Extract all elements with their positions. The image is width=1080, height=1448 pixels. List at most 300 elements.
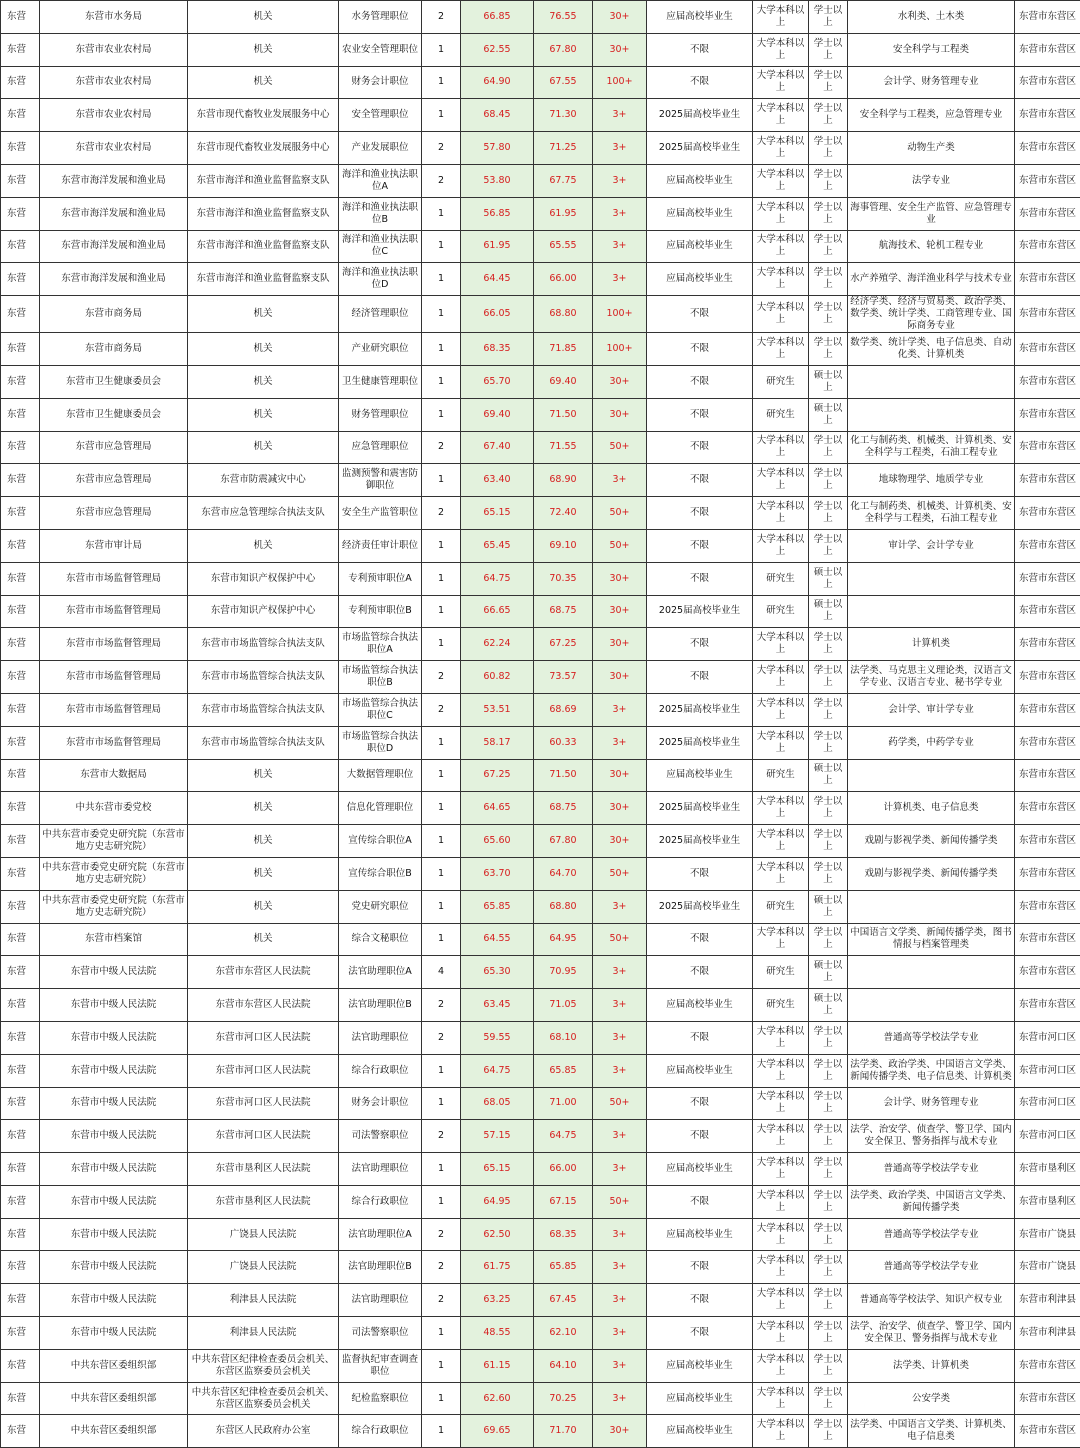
headcount-cell: 2 bbox=[422, 693, 461, 726]
min-score-cell: 68.45 bbox=[461, 99, 534, 132]
min-score-cell: 64.45 bbox=[461, 263, 534, 296]
location-cell: 东营市东营区 bbox=[1015, 164, 1080, 197]
min-score-cell: 66.05 bbox=[461, 296, 534, 333]
min-score-cell: 64.55 bbox=[461, 923, 534, 956]
position-cell: 监督执纪审查调查职位 bbox=[339, 1349, 422, 1382]
max-score-cell: 70.25 bbox=[534, 1382, 593, 1415]
position-cell: 信息化管理职位 bbox=[339, 792, 422, 825]
city-cell: 东营 bbox=[1, 1415, 40, 1448]
degree-cell: 学士以上 bbox=[809, 431, 848, 464]
city-cell: 东营 bbox=[1, 1120, 40, 1153]
headcount-cell: 2 bbox=[422, 661, 461, 694]
degree-cell: 硕士以上 bbox=[809, 595, 848, 628]
major-cell: 计算机类、电子信息类 bbox=[848, 792, 1015, 825]
headcount-cell: 1 bbox=[422, 726, 461, 759]
education-cell: 大学本科以上 bbox=[753, 1382, 809, 1415]
max-score-cell: 71.00 bbox=[534, 1087, 593, 1120]
location-cell: 东营市东营区 bbox=[1015, 825, 1080, 858]
candidate-type-cell: 应届高校毕业生 bbox=[647, 197, 753, 230]
candidate-type-cell: 不限 bbox=[647, 398, 753, 431]
applicants-cell: 3+ bbox=[593, 1382, 647, 1415]
applicants-cell: 50+ bbox=[593, 1185, 647, 1218]
applicants-cell: 50+ bbox=[593, 529, 647, 562]
major-cell bbox=[848, 398, 1015, 431]
max-score-cell: 69.40 bbox=[534, 365, 593, 398]
department-cell: 东营市市场监督管理局 bbox=[40, 726, 188, 759]
min-score-cell: 63.45 bbox=[461, 989, 534, 1022]
department-cell: 东营市档案馆 bbox=[40, 923, 188, 956]
city-cell: 东营 bbox=[1, 1054, 40, 1087]
applicants-cell: 3+ bbox=[593, 693, 647, 726]
education-cell: 大学本科以上 bbox=[753, 693, 809, 726]
degree-cell: 学士以上 bbox=[809, 1218, 848, 1251]
education-cell: 大学本科以上 bbox=[753, 431, 809, 464]
unit-cell: 利津县人民法院 bbox=[188, 1317, 339, 1350]
department-cell: 东营市中级人民法院 bbox=[40, 1284, 188, 1317]
candidate-type-cell: 2025届高校毕业生 bbox=[647, 132, 753, 165]
unit-cell: 东营市海洋和渔业监督监察支队 bbox=[188, 230, 339, 263]
max-score-cell: 71.50 bbox=[534, 398, 593, 431]
table-row bbox=[1, 825, 1080, 858]
unit-cell: 机关 bbox=[188, 431, 339, 464]
city-cell: 东营 bbox=[1, 628, 40, 661]
table-row bbox=[1, 497, 1080, 530]
table-row bbox=[1, 595, 1080, 628]
education-cell: 研究生 bbox=[753, 398, 809, 431]
degree-cell: 学士以上 bbox=[809, 33, 848, 66]
city-cell: 东营 bbox=[1, 759, 40, 792]
applicants-cell: 30+ bbox=[593, 1415, 647, 1448]
table-row bbox=[1, 66, 1080, 99]
degree-cell: 硕士以上 bbox=[809, 365, 848, 398]
city-cell: 东营 bbox=[1, 1021, 40, 1054]
max-score-cell: 69.10 bbox=[534, 529, 593, 562]
department-cell: 东营市市场监督管理局 bbox=[40, 661, 188, 694]
applicants-cell: 3+ bbox=[593, 1349, 647, 1382]
education-cell: 大学本科以上 bbox=[753, 628, 809, 661]
applicants-cell: 100+ bbox=[593, 296, 647, 333]
candidate-type-cell: 应届高校毕业生 bbox=[647, 1349, 753, 1382]
education-cell: 大学本科以上 bbox=[753, 1251, 809, 1284]
department-cell: 东营市商务局 bbox=[40, 296, 188, 333]
unit-cell: 机关 bbox=[188, 890, 339, 923]
education-cell: 大学本科以上 bbox=[753, 1349, 809, 1382]
department-cell: 东营市应急管理局 bbox=[40, 497, 188, 530]
education-cell: 研究生 bbox=[753, 365, 809, 398]
major-cell: 法学、治安学、侦查学、警卫学、国内安全保卫、警务指挥与战术专业 bbox=[848, 1120, 1015, 1153]
candidate-type-cell: 应届高校毕业生 bbox=[647, 1153, 753, 1186]
applicants-cell: 30+ bbox=[593, 661, 647, 694]
degree-cell: 学士以上 bbox=[809, 825, 848, 858]
table-row bbox=[1, 1317, 1080, 1350]
unit-cell: 东营市知识产权保护中心 bbox=[188, 562, 339, 595]
max-score-cell: 71.70 bbox=[534, 1415, 593, 1448]
location-cell: 东营市东营区 bbox=[1015, 1382, 1080, 1415]
candidate-type-cell: 2025届高校毕业生 bbox=[647, 99, 753, 132]
candidate-type-cell: 不限 bbox=[647, 628, 753, 661]
unit-cell: 东营市河口区人民法院 bbox=[188, 1120, 339, 1153]
department-cell: 东营市中级人民法院 bbox=[40, 1120, 188, 1153]
location-cell: 东营市广饶县 bbox=[1015, 1218, 1080, 1251]
major-cell: 数学类、统计学类、电子信息类、自动化类、计算机类 bbox=[848, 333, 1015, 366]
max-score-cell: 67.80 bbox=[534, 33, 593, 66]
min-score-cell: 56.85 bbox=[461, 197, 534, 230]
degree-cell: 学士以上 bbox=[809, 1021, 848, 1054]
applicants-cell: 3+ bbox=[593, 164, 647, 197]
headcount-cell: 1 bbox=[422, 66, 461, 99]
min-score-cell: 57.15 bbox=[461, 1120, 534, 1153]
min-score-cell: 67.25 bbox=[461, 759, 534, 792]
city-cell: 东营 bbox=[1, 595, 40, 628]
major-cell: 法学类、马克思主义理论类，汉语言文学专业、汉语言专业、秘书学专业 bbox=[848, 661, 1015, 694]
headcount-cell: 1 bbox=[422, 792, 461, 825]
location-cell: 东营市广饶县 bbox=[1015, 1251, 1080, 1284]
candidate-type-cell: 不限 bbox=[647, 333, 753, 366]
department-cell: 东营市农业农村局 bbox=[40, 66, 188, 99]
education-cell: 研究生 bbox=[753, 890, 809, 923]
position-cell: 卫生健康管理职位 bbox=[339, 365, 422, 398]
max-score-cell: 68.69 bbox=[534, 693, 593, 726]
city-cell: 东营 bbox=[1, 890, 40, 923]
department-cell: 东营市市场监督管理局 bbox=[40, 628, 188, 661]
city-cell: 东营 bbox=[1, 1218, 40, 1251]
location-cell: 东营市东营区 bbox=[1015, 1415, 1080, 1448]
location-cell: 东营市东营区 bbox=[1015, 890, 1080, 923]
applicants-cell: 30+ bbox=[593, 365, 647, 398]
department-cell: 东营市海洋发展和渔业局 bbox=[40, 230, 188, 263]
position-cell: 安全管理职位 bbox=[339, 99, 422, 132]
major-cell: 地球物理学、地质学专业 bbox=[848, 464, 1015, 497]
min-score-cell: 63.40 bbox=[461, 464, 534, 497]
min-score-cell: 64.75 bbox=[461, 1054, 534, 1087]
candidate-type-cell: 不限 bbox=[647, 1317, 753, 1350]
department-cell: 中共东营市委党校 bbox=[40, 792, 188, 825]
position-cell: 农业安全管理职位 bbox=[339, 33, 422, 66]
degree-cell: 学士以上 bbox=[809, 1349, 848, 1382]
degree-cell: 学士以上 bbox=[809, 197, 848, 230]
education-cell: 大学本科以上 bbox=[753, 1317, 809, 1350]
position-cell: 财务会计职位 bbox=[339, 66, 422, 99]
max-score-cell: 65.55 bbox=[534, 230, 593, 263]
position-cell: 司法警察职位 bbox=[339, 1120, 422, 1153]
location-cell: 东营市东营区 bbox=[1015, 33, 1080, 66]
candidate-type-cell: 2025届高校毕业生 bbox=[647, 726, 753, 759]
location-cell: 东营市东营区 bbox=[1015, 726, 1080, 759]
position-cell: 大数据管理职位 bbox=[339, 759, 422, 792]
table-row bbox=[1, 1, 1080, 34]
department-cell: 东营市中级人民法院 bbox=[40, 989, 188, 1022]
table-row bbox=[1, 197, 1080, 230]
max-score-cell: 67.75 bbox=[534, 164, 593, 197]
major-cell: 法学、治安学、侦查学、警卫学、国内安全保卫、警务指挥与战术专业 bbox=[848, 1317, 1015, 1350]
headcount-cell: 1 bbox=[422, 1415, 461, 1448]
min-score-cell: 60.82 bbox=[461, 661, 534, 694]
degree-cell: 学士以上 bbox=[809, 132, 848, 165]
unit-cell: 中共东营区纪律检查委员会机关、东营区监察委员会机关 bbox=[188, 1382, 339, 1415]
city-cell: 东营 bbox=[1, 197, 40, 230]
min-score-cell: 61.95 bbox=[461, 230, 534, 263]
city-cell: 东营 bbox=[1, 1284, 40, 1317]
applicants-cell: 3+ bbox=[593, 230, 647, 263]
major-cell: 水产养殖学、海洋渔业科学与技术专业 bbox=[848, 263, 1015, 296]
department-cell: 东营市海洋发展和渔业局 bbox=[40, 164, 188, 197]
position-cell: 法官助理职位 bbox=[339, 1153, 422, 1186]
table-row bbox=[1, 989, 1080, 1022]
max-score-cell: 65.85 bbox=[534, 1251, 593, 1284]
education-cell: 研究生 bbox=[753, 989, 809, 1022]
min-score-cell: 64.65 bbox=[461, 792, 534, 825]
major-cell: 航海技术、轮机工程专业 bbox=[848, 230, 1015, 263]
department-cell: 东营市市场监督管理局 bbox=[40, 693, 188, 726]
applicants-cell: 30+ bbox=[593, 562, 647, 595]
location-cell: 东营市东营区 bbox=[1015, 595, 1080, 628]
department-cell: 东营市卫生健康委员会 bbox=[40, 365, 188, 398]
table-body bbox=[1, 1, 1080, 1448]
education-cell: 大学本科以上 bbox=[753, 296, 809, 333]
table-row bbox=[1, 1415, 1080, 1448]
applicants-cell: 30+ bbox=[593, 398, 647, 431]
max-score-cell: 70.95 bbox=[534, 956, 593, 989]
city-cell: 东营 bbox=[1, 1, 40, 34]
degree-cell: 学士以上 bbox=[809, 66, 848, 99]
position-cell: 法官助理职位 bbox=[339, 1284, 422, 1317]
unit-cell: 机关 bbox=[188, 825, 339, 858]
applicants-cell: 100+ bbox=[593, 333, 647, 366]
education-cell: 大学本科以上 bbox=[753, 164, 809, 197]
department-cell: 东营市应急管理局 bbox=[40, 431, 188, 464]
min-score-cell: 62.50 bbox=[461, 1218, 534, 1251]
position-cell: 党史研究职位 bbox=[339, 890, 422, 923]
headcount-cell: 1 bbox=[422, 365, 461, 398]
unit-cell: 东营市现代畜牧业发展服务中心 bbox=[188, 132, 339, 165]
position-cell: 法官助理职位B bbox=[339, 1251, 422, 1284]
candidate-type-cell: 不限 bbox=[647, 1021, 753, 1054]
unit-cell: 机关 bbox=[188, 398, 339, 431]
min-score-cell: 69.40 bbox=[461, 398, 534, 431]
position-cell: 纪检监察职位 bbox=[339, 1382, 422, 1415]
city-cell: 东营 bbox=[1, 825, 40, 858]
applicants-cell: 3+ bbox=[593, 464, 647, 497]
headcount-cell: 2 bbox=[422, 1, 461, 34]
city-cell: 东营 bbox=[1, 164, 40, 197]
city-cell: 东营 bbox=[1, 1349, 40, 1382]
degree-cell: 学士以上 bbox=[809, 1251, 848, 1284]
table-row bbox=[1, 1054, 1080, 1087]
city-cell: 东营 bbox=[1, 1185, 40, 1218]
major-cell: 法学类、中国语言文学类、计算机类、电子信息类 bbox=[848, 1415, 1015, 1448]
city-cell: 东营 bbox=[1, 726, 40, 759]
headcount-cell: 1 bbox=[422, 197, 461, 230]
location-cell: 东营市东营区 bbox=[1015, 431, 1080, 464]
department-cell: 东营市中级人民法院 bbox=[40, 1251, 188, 1284]
max-score-cell: 60.33 bbox=[534, 726, 593, 759]
position-cell: 经济管理职位 bbox=[339, 296, 422, 333]
position-cell: 司法警察职位 bbox=[339, 1317, 422, 1350]
education-cell: 大学本科以上 bbox=[753, 923, 809, 956]
position-cell: 宣传综合职位A bbox=[339, 825, 422, 858]
department-cell: 东营市中级人民法院 bbox=[40, 1153, 188, 1186]
location-cell: 东营市东营区 bbox=[1015, 1, 1080, 34]
applicants-cell: 3+ bbox=[593, 1120, 647, 1153]
max-score-cell: 70.35 bbox=[534, 562, 593, 595]
degree-cell: 学士以上 bbox=[809, 857, 848, 890]
max-score-cell: 71.50 bbox=[534, 759, 593, 792]
major-cell: 会计学、财务管理专业 bbox=[848, 66, 1015, 99]
location-cell: 东营市东营区 bbox=[1015, 230, 1080, 263]
major-cell: 海事管理、安全生产监管、应急管理专业 bbox=[848, 197, 1015, 230]
table-row bbox=[1, 1218, 1080, 1251]
location-cell: 东营市河口区 bbox=[1015, 1021, 1080, 1054]
major-cell bbox=[848, 759, 1015, 792]
major-cell: 法学专业 bbox=[848, 164, 1015, 197]
table-row bbox=[1, 296, 1080, 333]
major-cell: 化工与制药类、机械类、计算机类、安全科学与工程类，石油工程专业 bbox=[848, 497, 1015, 530]
min-score-cell: 58.17 bbox=[461, 726, 534, 759]
degree-cell: 学士以上 bbox=[809, 1087, 848, 1120]
applicants-cell: 50+ bbox=[593, 497, 647, 530]
degree-cell: 学士以上 bbox=[809, 164, 848, 197]
major-cell: 普通高等学校法学专业 bbox=[848, 1153, 1015, 1186]
degree-cell: 学士以上 bbox=[809, 1382, 848, 1415]
unit-cell: 东营市垦利区人民法院 bbox=[188, 1153, 339, 1186]
unit-cell: 机关 bbox=[188, 365, 339, 398]
location-cell: 东营市东营区 bbox=[1015, 497, 1080, 530]
table-row bbox=[1, 1087, 1080, 1120]
education-cell: 研究生 bbox=[753, 595, 809, 628]
unit-cell: 东营市市场监管综合执法支队 bbox=[188, 693, 339, 726]
education-cell: 大学本科以上 bbox=[753, 1087, 809, 1120]
unit-cell: 东营市防震减灾中心 bbox=[188, 464, 339, 497]
major-cell: 会计学、审计学专业 bbox=[848, 693, 1015, 726]
table-row bbox=[1, 1349, 1080, 1382]
headcount-cell: 1 bbox=[422, 595, 461, 628]
degree-cell: 学士以上 bbox=[809, 263, 848, 296]
position-cell: 综合行政职位 bbox=[339, 1054, 422, 1087]
max-score-cell: 71.85 bbox=[534, 333, 593, 366]
table-row bbox=[1, 628, 1080, 661]
degree-cell: 学士以上 bbox=[809, 1120, 848, 1153]
unit-cell: 东营市市场监管综合执法支队 bbox=[188, 726, 339, 759]
applicants-cell: 3+ bbox=[593, 1218, 647, 1251]
applicants-cell: 3+ bbox=[593, 1021, 647, 1054]
min-score-cell: 48.55 bbox=[461, 1317, 534, 1350]
education-cell: 大学本科以上 bbox=[753, 263, 809, 296]
department-cell: 中共东营市委党史研究院（东营市地方史志研究院） bbox=[40, 890, 188, 923]
position-cell: 财务会计职位 bbox=[339, 1087, 422, 1120]
candidate-type-cell: 应届高校毕业生 bbox=[647, 1, 753, 34]
city-cell: 东营 bbox=[1, 132, 40, 165]
location-cell: 东营市利津县 bbox=[1015, 1317, 1080, 1350]
location-cell: 东营市东营区 bbox=[1015, 693, 1080, 726]
degree-cell: 学士以上 bbox=[809, 726, 848, 759]
location-cell: 东营市东营区 bbox=[1015, 464, 1080, 497]
education-cell: 大学本科以上 bbox=[753, 661, 809, 694]
position-cell: 综合行政职位 bbox=[339, 1415, 422, 1448]
headcount-cell: 1 bbox=[422, 99, 461, 132]
major-cell: 公安学类 bbox=[848, 1382, 1015, 1415]
city-cell: 东营 bbox=[1, 365, 40, 398]
headcount-cell: 2 bbox=[422, 497, 461, 530]
candidate-type-cell: 不限 bbox=[647, 66, 753, 99]
department-cell: 中共东营区委组织部 bbox=[40, 1349, 188, 1382]
degree-cell: 学士以上 bbox=[809, 464, 848, 497]
location-cell: 东营市东营区 bbox=[1015, 628, 1080, 661]
major-cell: 普通高等学校法学专业 bbox=[848, 1251, 1015, 1284]
max-score-cell: 68.90 bbox=[534, 464, 593, 497]
city-cell: 东营 bbox=[1, 661, 40, 694]
table-row bbox=[1, 333, 1080, 366]
applicants-cell: 30+ bbox=[593, 1, 647, 34]
candidate-type-cell: 应届高校毕业生 bbox=[647, 164, 753, 197]
major-cell: 安全科学与工程类，应急管理专业 bbox=[848, 99, 1015, 132]
education-cell: 大学本科以上 bbox=[753, 1218, 809, 1251]
headcount-cell: 1 bbox=[422, 296, 461, 333]
unit-cell: 机关 bbox=[188, 923, 339, 956]
headcount-cell: 2 bbox=[422, 1120, 461, 1153]
location-cell: 东营市东营区 bbox=[1015, 296, 1080, 333]
unit-cell: 东营市河口区人民法院 bbox=[188, 1054, 339, 1087]
department-cell: 东营市应急管理局 bbox=[40, 464, 188, 497]
major-cell: 普通高等学校法学专业 bbox=[848, 1021, 1015, 1054]
applicants-cell: 50+ bbox=[593, 1087, 647, 1120]
degree-cell: 学士以上 bbox=[809, 923, 848, 956]
max-score-cell: 68.75 bbox=[534, 595, 593, 628]
city-cell: 东营 bbox=[1, 923, 40, 956]
position-cell: 综合行政职位 bbox=[339, 1185, 422, 1218]
headcount-cell: 2 bbox=[422, 132, 461, 165]
candidate-type-cell: 不限 bbox=[647, 956, 753, 989]
major-cell: 中国语言文学类、新闻传播学类，图书情报与档案管理类 bbox=[848, 923, 1015, 956]
max-score-cell: 62.10 bbox=[534, 1317, 593, 1350]
city-cell: 东营 bbox=[1, 230, 40, 263]
unit-cell: 机关 bbox=[188, 33, 339, 66]
max-score-cell: 71.30 bbox=[534, 99, 593, 132]
location-cell: 东营市河口区 bbox=[1015, 1054, 1080, 1087]
position-cell: 专利预审职位A bbox=[339, 562, 422, 595]
education-cell: 研究生 bbox=[753, 956, 809, 989]
major-cell: 普通高等学校法学专业 bbox=[848, 1218, 1015, 1251]
candidate-type-cell: 不限 bbox=[647, 562, 753, 595]
position-cell: 海洋和渔业执法职位D bbox=[339, 263, 422, 296]
max-score-cell: 67.15 bbox=[534, 1185, 593, 1218]
max-score-cell: 68.80 bbox=[534, 296, 593, 333]
max-score-cell: 66.00 bbox=[534, 263, 593, 296]
applicants-cell: 30+ bbox=[593, 792, 647, 825]
min-score-cell: 68.05 bbox=[461, 1087, 534, 1120]
candidate-type-cell: 不限 bbox=[647, 1185, 753, 1218]
headcount-cell: 1 bbox=[422, 1317, 461, 1350]
department-cell: 东营市中级人民法院 bbox=[40, 1054, 188, 1087]
applicants-cell: 30+ bbox=[593, 628, 647, 661]
candidate-type-cell: 2025届高校毕业生 bbox=[647, 693, 753, 726]
position-cell: 市场监管综合执法职位C bbox=[339, 693, 422, 726]
location-cell: 东营市河口区 bbox=[1015, 1087, 1080, 1120]
city-cell: 东营 bbox=[1, 956, 40, 989]
department-cell: 东营市中级人民法院 bbox=[40, 1317, 188, 1350]
unit-cell: 机关 bbox=[188, 529, 339, 562]
major-cell: 化工与制药类、机械类、计算机类、安全科学与工程类，石油工程专业 bbox=[848, 431, 1015, 464]
degree-cell: 硕士以上 bbox=[809, 562, 848, 595]
position-cell: 市场监管综合执法职位D bbox=[339, 726, 422, 759]
major-cell: 安全科学与工程类 bbox=[848, 33, 1015, 66]
min-score-cell: 69.65 bbox=[461, 1415, 534, 1448]
table-row bbox=[1, 365, 1080, 398]
degree-cell: 学士以上 bbox=[809, 1185, 848, 1218]
unit-cell: 东营市东营区人民法院 bbox=[188, 989, 339, 1022]
education-cell: 大学本科以上 bbox=[753, 99, 809, 132]
headcount-cell: 1 bbox=[422, 230, 461, 263]
headcount-cell: 1 bbox=[422, 1185, 461, 1218]
